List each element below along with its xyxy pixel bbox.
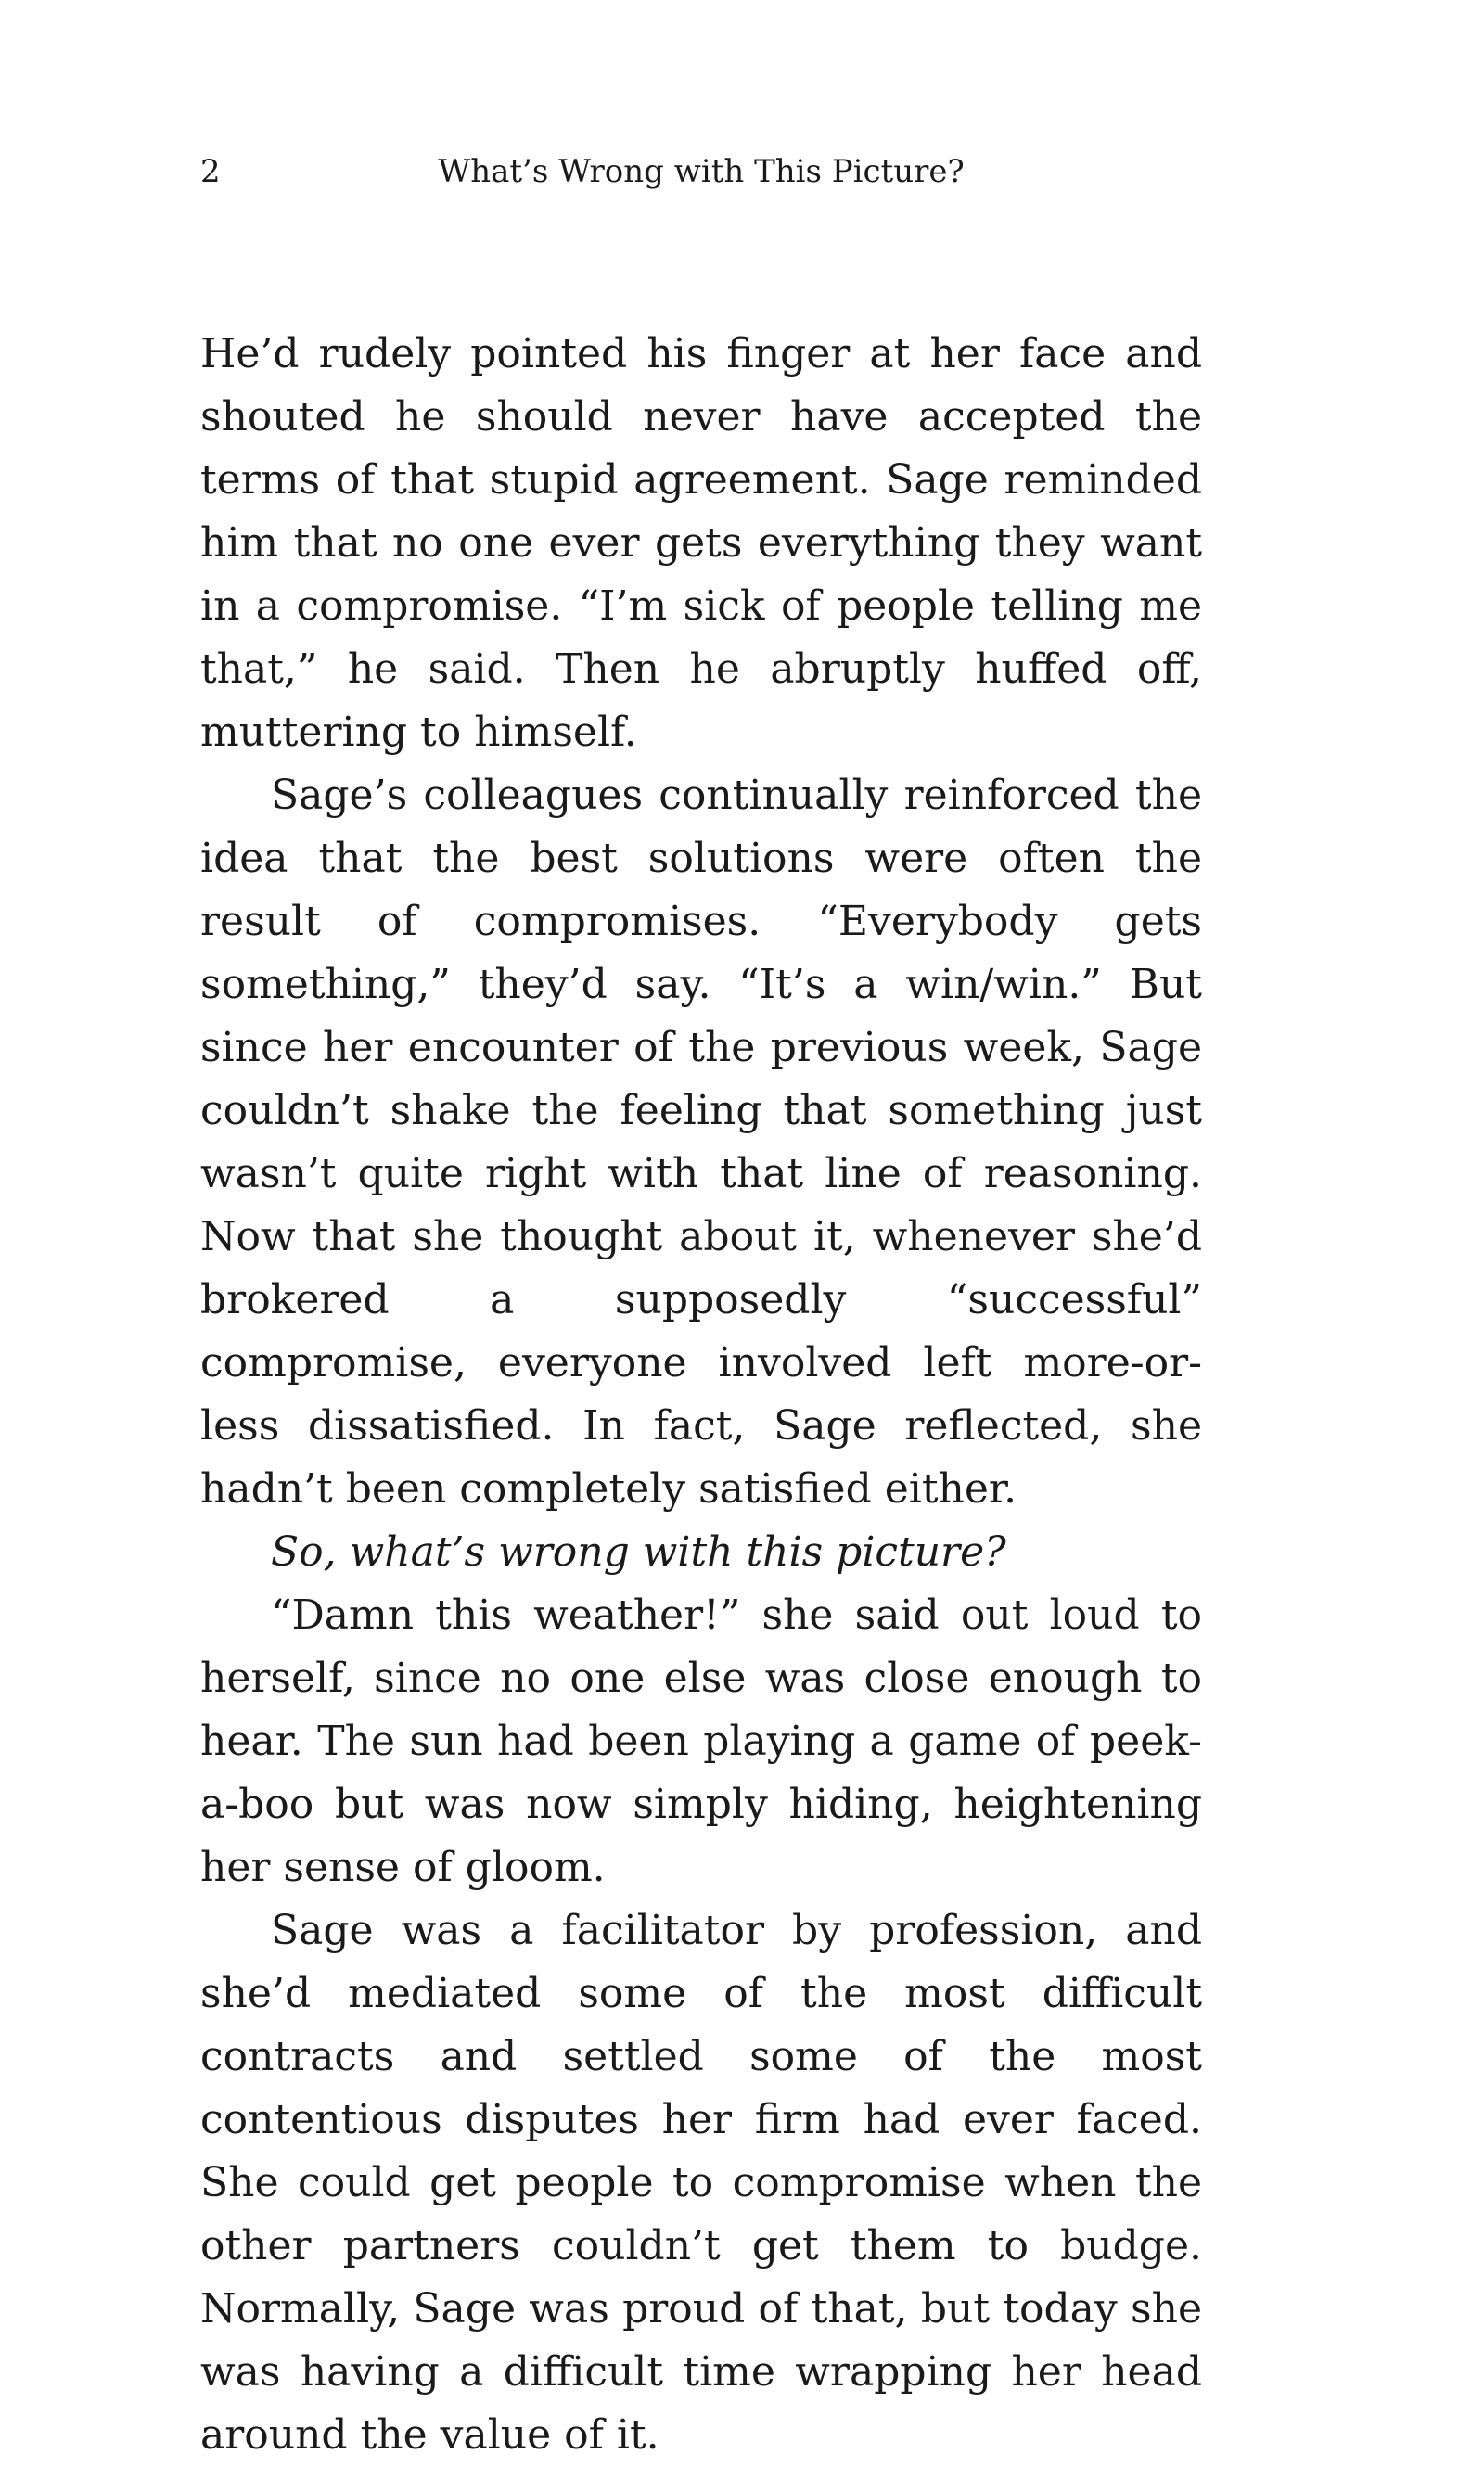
body-text — [200, 323, 1202, 2467]
running-title: What’s Wrong with This Picture? — [438, 153, 965, 190]
paragraph: Sage’s colleagues continually reinforced the idea that the best solutions were often the result of compromises. “Everybody gets something,” they’d say. “It’s a win/win.” But since her encounter of the previous week, Sage couldn’t shake the feeling that something just wasn’t quite right with that line of reasoning. Now that she thought about it, whenever she’d brokered a supposedly “successful” compromise, everyone involved left more-or-less dissatisfied. In fact, Sage reflected, she hadn’t been completely satisfied either. — [200, 772, 1202, 1513]
page-number: 2 — [200, 153, 221, 190]
paragraph: Sage was a facilitator by profession, and she’d mediated some of the most difficult contracts and settled some of the most contentious disputes her firm had ever faced. She could get people to compromise when the other partners couldn’t get them to budge. Normally, Sage was proud of that, but today she was having a difficult time wrapping her head around the value of it. — [200, 1907, 1202, 2459]
paragraph: “Damn this weather!” she said out loud to herself, since no one else was close enough to hear. The sun had been playing a game of peek-a-boo but was now simply hiding, heightening her sense of gloom. — [200, 1591, 1202, 1891]
italic-question: So, what’s wrong with this picture? — [271, 1528, 1006, 1576]
paragraph: He’d rudely pointed his finger at her face and shouted he should never have accepted the terms of that stupid agreement. Sage reminded him that no one ever gets everything they want in a compromise. “I’m sick of people telling me that,” he said. Then he abruptly huffed off, muttering to himself. — [200, 330, 1202, 756]
page-header — [200, 144, 1202, 199]
